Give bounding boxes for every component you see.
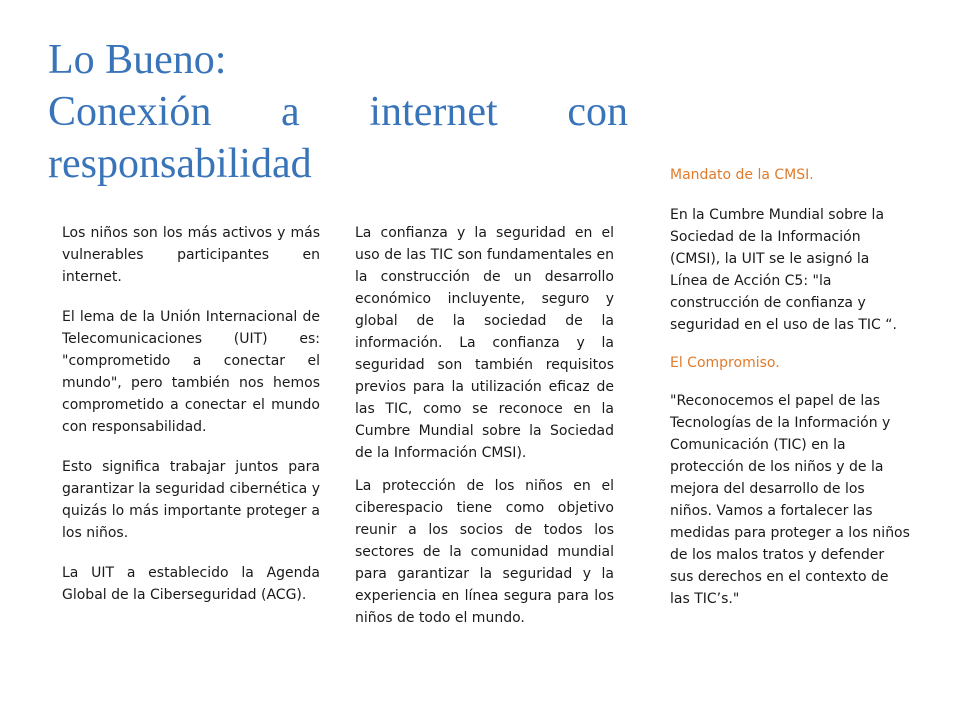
text-column-right	[670, 164, 910, 610]
paragraph-children-vulnerable: Los niños son los más activos y más vulnerables participantes en internet.	[62, 225, 320, 285]
paragraph-cmsi-mandate: En la Cumbre Mundial sobre la Sociedad de la Información (CMSI), la UIT se le asignó la Línea de Acción C5: "la construcción de confianza y seguridad en el uso de las TIC “.	[670, 207, 897, 333]
text-column-left	[62, 222, 320, 606]
paragraph-working-together: Esto significa trabajar juntos para garantizar la seguridad cibernética y quizás lo más importante proteger a los niños.	[62, 459, 320, 541]
title-line-1: Lo Bueno:	[48, 37, 227, 83]
title-line-3: responsabilidad	[48, 141, 312, 187]
slide-title	[48, 34, 628, 190]
paragraph-trust-security: La confianza y la seguridad en el uso de las TIC son fundamentales en la construcción de un desarrollo económico incluyente, seguro y global de la sociedad de la información. La confianza y la seguridad son también requisitos previos para la utilización eficaz de las TIC, como se reconoce en la Cumbre Mundial sobre la Sociedad de la Información CMSI).	[355, 225, 614, 461]
heading-cmsi-mandate: Mandato de la CMSI.	[670, 167, 814, 183]
text-column-middle	[355, 222, 614, 629]
paragraph-uit-motto: El lema de la Unión Internacional de Telecomunicaciones (UIT) es: "comprometido a conectar el mundo", pero también nos hemos comprometido a conectar el mundo con responsabilidad.	[62, 309, 320, 435]
paragraph-acg: La UIT a establecido la Agenda Global de la Ciberseguridad (ACG).	[62, 565, 320, 603]
heading-commitment: El Compromiso.	[670, 355, 780, 371]
paragraph-child-protection: La protección de los niños en el ciberespacio tiene como objetivo reunir a los socios de todos los sectores de la comunidad mundial para garantizar la seguridad y la experiencia en línea segura para los niños de todo el mundo.	[355, 478, 614, 626]
paragraph-commitment: "Reconocemos el papel de las Tecnologías de la Información y Comunicación (TIC) en la protección de los niños y de la mejora del desarrollo de los niños. Vamos a fortalecer las medidas para proteger a los niños de los malos tratos y defender sus derechos en el contexto de las TIC’s."	[670, 393, 910, 607]
title-line-2: Conexión a internet con	[48, 89, 628, 135]
